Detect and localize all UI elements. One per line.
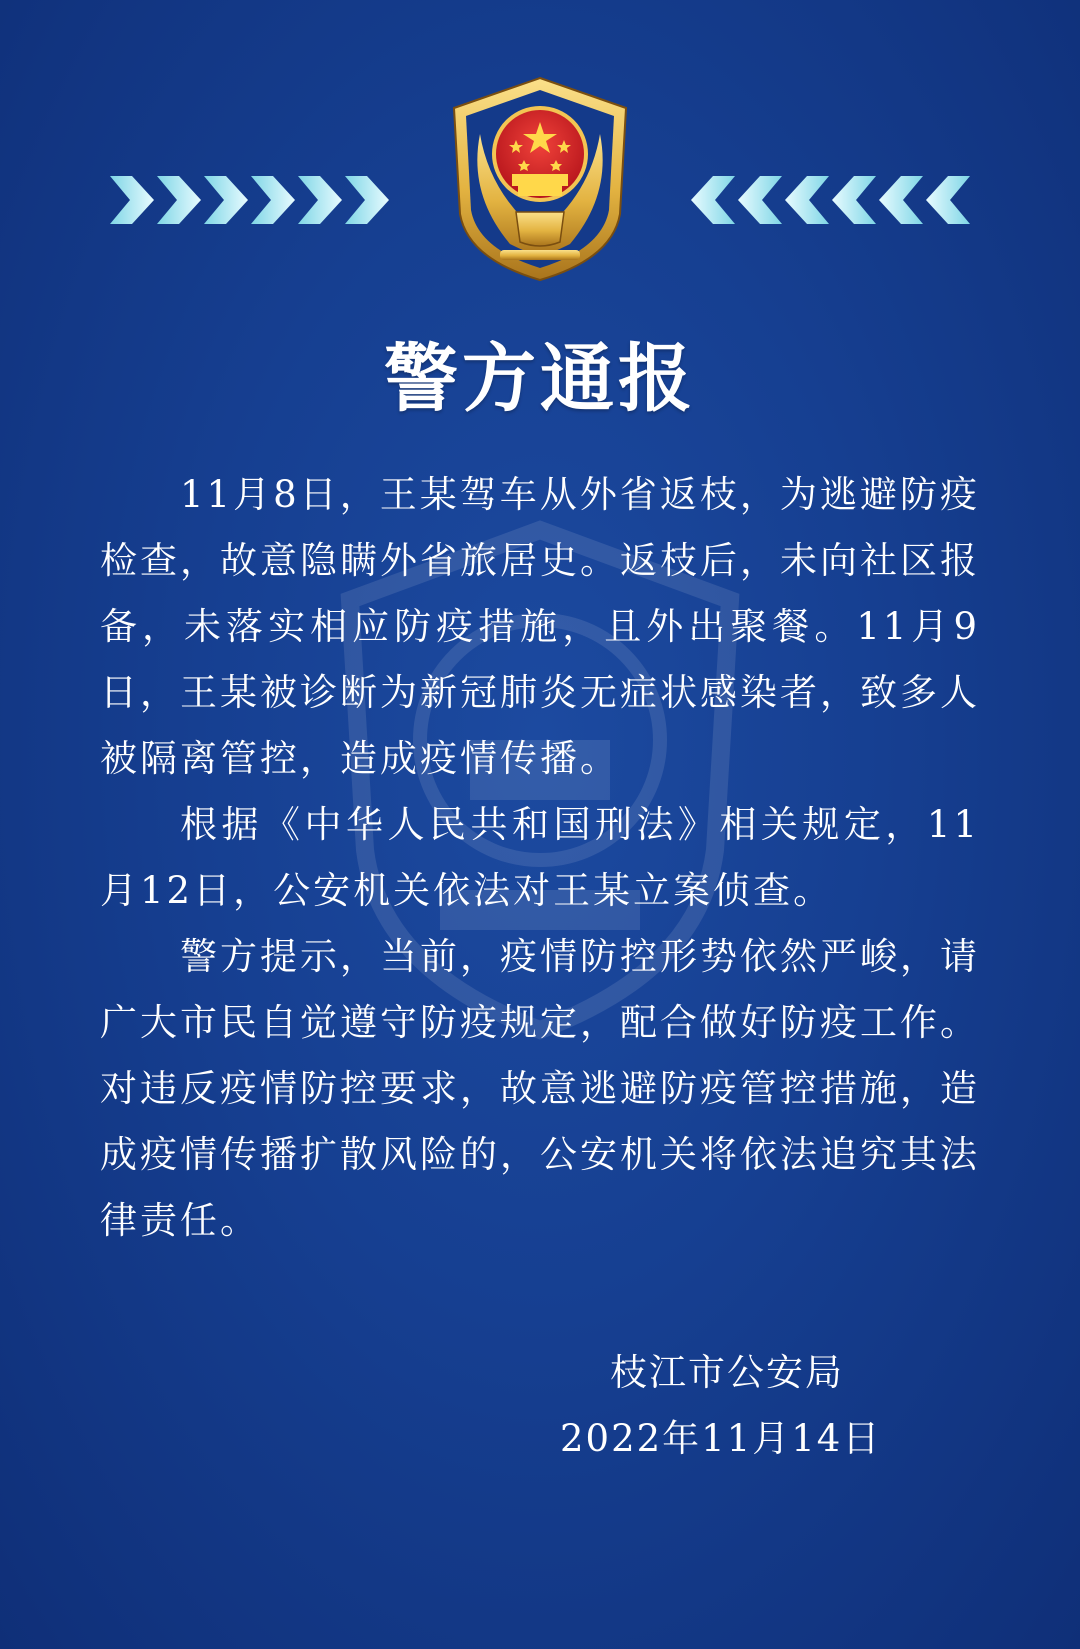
police-emblem-icon bbox=[440, 74, 640, 284]
notice-paragraph: 根据《中华人民共和国刑法》相关规定，11月12日，公安机关依法对王某立案侦查。 bbox=[100, 803, 980, 912]
notice-body bbox=[100, 462, 980, 1254]
chevron-left-group-icon bbox=[110, 170, 400, 230]
signature-date: 2022年11月14日 bbox=[560, 1417, 882, 1460]
notice-title: 警方通报 bbox=[384, 336, 696, 422]
notice-paragraph: 警方提示，当前，疫情防控形势依然严峻，请广大市民自觉遵守防疫规定，配合做好防疫工作。对违反疫情防控要求，故意逃避防疫管控措施，造成疫情传播扩散风险的，公安机关将依法追究其法律责任。 bbox=[100, 935, 980, 1242]
chevron-right-group-icon bbox=[680, 170, 970, 230]
notice-paragraph: 11月8日，王某驾车从外省返枝，为逃避防疫检查，故意隐瞒外省旅居史。返枝后，未向社区报备，未落实相应防疫措施，且外出聚餐。11月9日，王某被诊断为新冠肺炎无症状感染者，致多人被隔离管控，造成疫情传播。 bbox=[100, 473, 980, 780]
signature-block bbox=[560, 1340, 930, 1472]
signature-organization: 枝江市公安局 bbox=[610, 1351, 844, 1394]
